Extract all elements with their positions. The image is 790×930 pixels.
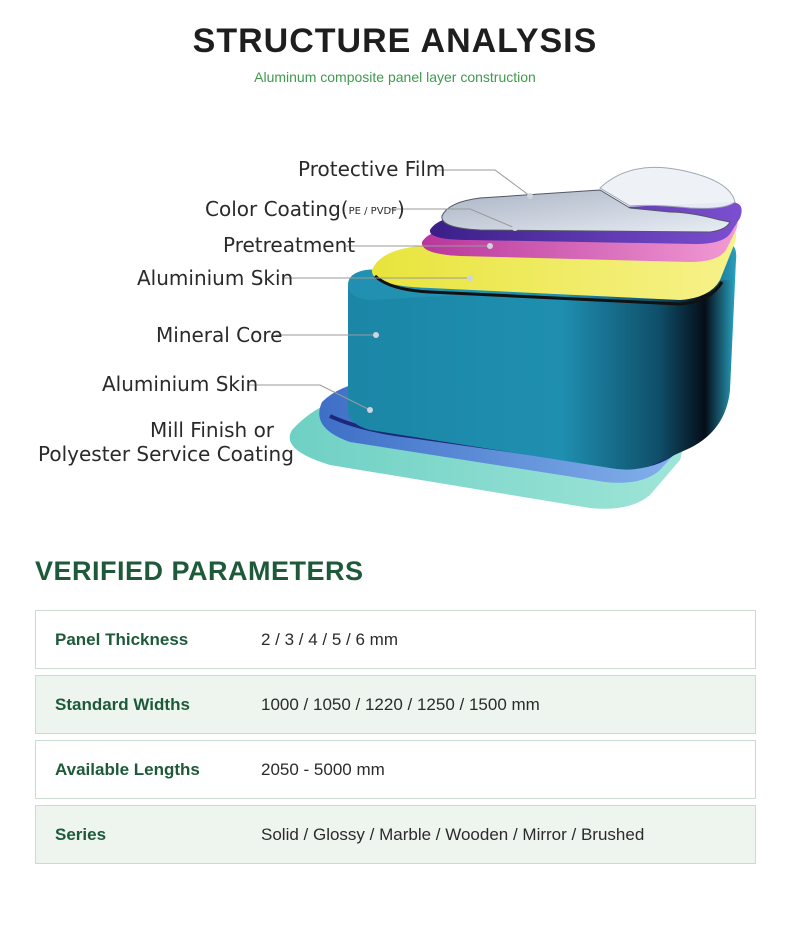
param-row-widths [35,675,756,734]
parameters-table [35,610,756,870]
param-key: Series [55,824,107,844]
label-pretreatment: Pretreatment [223,233,356,257]
param-value: 2050 - 5000 mm [261,759,385,779]
param-key: Standard Widths [55,694,190,714]
param-key: Panel Thickness [55,629,189,649]
layer-diagram-svg [30,130,760,520]
param-value: 2 / 3 / 4 / 5 / 6 mm [261,629,398,649]
param-value: Solid / Glossy / Marble / Wooden / Mirror / Brushed [261,824,645,844]
layer-diagram [30,130,760,520]
label-color-coating: Color Coating(PE / PVDF) [205,197,405,221]
label-aluminium-skin-top: Aluminium Skin [137,266,294,290]
page-subtitle: Aluminum composite panel layer construction [254,69,536,85]
page-title: STRUCTURE ANALYSIS [192,22,598,60]
label-mill-finish-line2: Polyester Service Coating [38,442,294,466]
param-key: Available Lengths [55,759,200,779]
label-protective-film: Protective Film [298,157,446,181]
param-row-lengths [35,740,756,799]
label-mill-finish-line1: Mill Finish or [150,418,275,442]
label-mineral-core: Mineral Core [156,323,283,347]
parameters-title: VERIFIED PARAMETERS [35,556,364,586]
leader-protective-film [435,170,530,196]
param-row-series [35,805,756,864]
param-row-thickness [35,610,756,669]
param-value: 1000 / 1050 / 1220 / 1250 / 1500 mm [261,694,540,714]
label-aluminium-skin-bottom: Aluminium Skin [102,372,259,396]
